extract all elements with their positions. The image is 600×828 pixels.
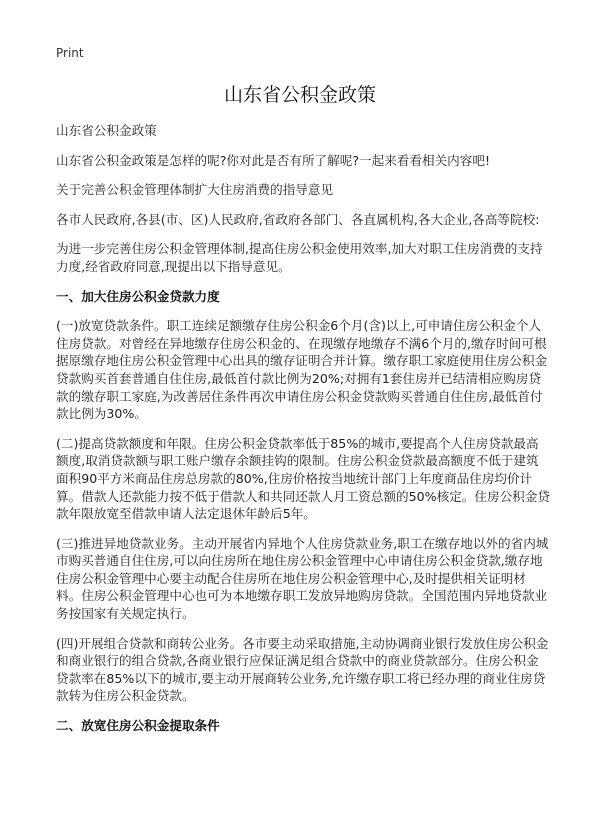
paragraph-intro: 山东省公积金政策是怎样的呢?你对此是否有所了解呢?一起来看看相关内容吧! — [56, 152, 491, 168]
document-body — [56, 122, 550, 747]
print-link[interactable]: Print — [56, 46, 84, 60]
paragraph-item-3: (三)推进异地贷款业务。主动开展省内异地个人住房贷款业务,职工在缴存地以外的省内城市购买普通自住住房,可以向住房所在地住房公积金管理中心申请住房公积金贷款,缴存地住房公积金管理中心要主动配合住房所在地住房公积金管理中心,及时提供相关证明材料。住房公积金管理中心也可为本地缴存职工发放异地购房贷款。全国范围内异地贷款业务按国家有关规定执行。 — [56, 535, 549, 622]
paragraph-addressees: 各市人民政府,各县(市、区)人民政府,省政府各部门、各直属机构,各大企业,各高等院校: — [56, 211, 540, 227]
paragraph-item-1: (一)放宽贷款条件。职工连续足额缴存住房公积金6个月(含)以上,可申请住房公积金个人住房贷款。对曾经在异地缴存住房公积金的、在现缴存地缴存不满6个月的,缴存时间可根据原缴存地住房公积金管理中心出具的缴存证明合并计算。缴存职工家庭使用住房公积金贷款购买首套普通自住住房,最低首付款比例为20%;对拥有1套住房并已结清相应购房贷款的缴存职工家庭,为改善居住条件再次申请住房公积金贷款购买普通自住住房,最低首付款比例为30%。 — [56, 318, 548, 422]
paragraph-preamble: 为进一步完善住房公积金管理体制,提高住房公积金使用效率,加大对职工住房消费的支持力度,经省政府同意,现提出以下指导意见。 — [56, 241, 543, 274]
paragraph-notice-title: 关于完善公积金管理体制扩大住房消费的指导意见 — [56, 182, 334, 198]
paragraph-item-2: (二)提高贷款额度和年限。住房公积金贷款率低于85%的城市,要提高个人住房贷款最高额度,取消贷款额与职工账户缴存余额挂钩的限制。住房公积金贷款最高额度不低于建筑面积90平方米商品住房总房款的80%,住房价格按当地统计部门上年度商品住房均价计算。借款人还款能力按不低于借款人和共同还款人月工资总额的50%核定。住房公积金贷款年限放宽至借款申请人法定退休年龄后5年。 — [56, 435, 550, 522]
page-title: 山东省公积金政策 — [223, 84, 376, 106]
paragraph-item-4: (四)开展组合贷款和商转公业务。各市要主动采取措施,主动协调商业银行发放住房公积金和商业银行的组合贷款,各商业银行应保证满足组合贷款中的商业贷款部分。住房公积金贷款率在85%以下的城市,要主动开展商转公业务,允许缴存职工将已经办理的商业住房贷款转为住房公积金贷款。 — [56, 635, 549, 704]
paragraph-subtitle: 山东省公积金政策 — [56, 123, 157, 138]
section-heading-2: 二、放宽住房公积金提取条件 — [56, 718, 220, 734]
section-heading-1: 一、加大住房公积金贷款力度 — [56, 288, 220, 304]
